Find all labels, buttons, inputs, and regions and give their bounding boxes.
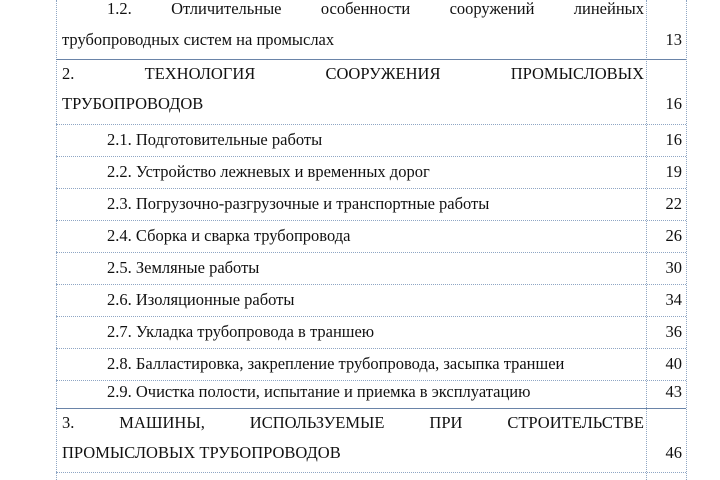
toc-page-number: 16 (665, 94, 682, 113)
toc-row[interactable] (56, 124, 686, 156)
toc-row-text-continued: ТРУБОПРОВОДОВ (62, 94, 204, 113)
toc-row[interactable] (56, 220, 686, 252)
toc-page-number: 30 (665, 258, 682, 277)
toc-row-text: 2.9. Очистка полости, испытание и приемка в эксплуатацию (107, 382, 531, 401)
toc-row-text: 2.6. Изоляционные работы (107, 290, 295, 309)
toc-page-number: 36 (665, 322, 682, 341)
toc-row-text: 2.5. Земляные работы (107, 258, 260, 277)
toc-row-text: 2.4. Сборка и сварка трубопровода (107, 226, 351, 245)
toc-row[interactable] (56, 316, 686, 348)
toc-row-text: 2.1. Подготовительные работы (107, 130, 323, 149)
toc-page-number: 13 (665, 30, 682, 49)
toc-row[interactable] (56, 376, 686, 408)
toc-row[interactable] (56, 284, 686, 316)
toc-row-text: 1.2. Отличительные особенности сооружений линейных (107, 0, 644, 18)
toc-row[interactable] (56, 408, 686, 472)
toc-row[interactable] (56, 156, 686, 188)
row-divider (56, 472, 686, 473)
toc-page-number: 46 (665, 443, 682, 462)
toc-row[interactable] (56, 0, 686, 59)
toc-row[interactable] (56, 188, 686, 220)
toc-row-text: 2.2. Устройство лежневых и временных дорог (107, 162, 430, 181)
toc-row-text-continued: ПРОМЫСЛОВЫХ ТРУБОПРОВОДОВ (62, 443, 341, 462)
toc-page-number: 26 (665, 226, 682, 245)
toc-page-number: 22 (665, 194, 682, 213)
toc-row-text-continued: трубопроводных систем на промыслах (62, 30, 335, 49)
toc-page-number: 34 (665, 290, 682, 309)
toc-row-text: 3. МАШИНЫ, ИСПОЛЬЗУЕМЫЕ ПРИ СТРОИТЕЛЬСТВЕ (62, 413, 644, 432)
toc-page-number: 43 (665, 382, 682, 401)
toc-page-number: 16 (665, 130, 682, 149)
toc-row-text: 2. ТЕХНОЛОГИЯ СООРУЖЕНИЯ ПРОМЫСЛОВЫХ (62, 64, 644, 83)
toc-page-number: 40 (665, 354, 682, 373)
toc-row[interactable] (56, 59, 686, 124)
toc-page-number: 19 (665, 162, 682, 181)
table-border-right (686, 0, 687, 480)
toc-row-text: 2.3. Погрузочно-разгрузочные и транспортные работы (107, 194, 490, 213)
toc-row[interactable] (56, 252, 686, 284)
toc-row-text: 2.8. Балластировка, закрепление трубопровода, засыпка траншеи (107, 354, 565, 373)
toc-row-text: 2.7. Укладка трубопровода в траншею (107, 322, 375, 341)
